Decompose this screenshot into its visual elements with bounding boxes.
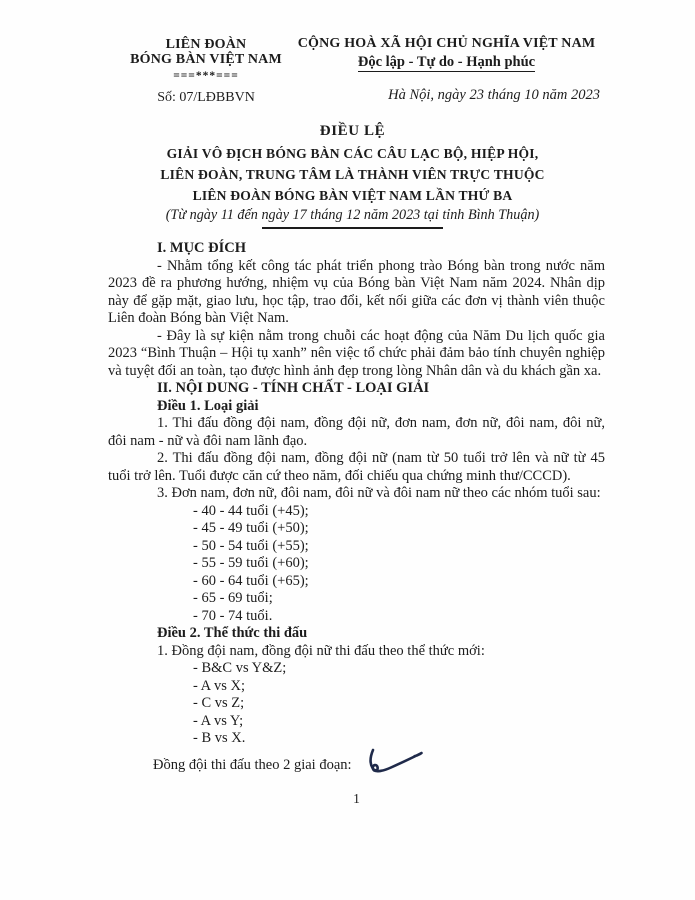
document-number: Số: 07/LĐBBVN: [157, 90, 255, 106]
document-body: [108, 240, 605, 776]
national-motto: Độc lập - Tự do - Hạnh phúc: [357, 54, 536, 71]
title-line-3: LIÊN ĐOÀN, TRUNG TÂM LÀ THÀNH VIÊN TRỰC THUỘC: [160, 167, 545, 182]
document-title-block: [104, 123, 601, 224]
age-group-item: - 65 - 69 tuổi;: [193, 590, 273, 606]
national-motto-block: [293, 36, 600, 104]
section-1-paragraph-2: - Đây là sự kiện nằm trong chuỗi các hoạt động của Năm Du lịch quốc gia 2023 “Bình Thuận – Hội tụ xanh” nên việc tổ chức phải đảm bảo tính chuyên nghiệp và tuyệt đối an toàn, tạo được hình ảnh đẹp trong lòng Nhân dân và du khách gần xa.: [108, 327, 605, 379]
match-pair-item: - A vs X;: [193, 677, 245, 694]
org-name-line2: BÓNG BÀN VIỆT NAM: [130, 52, 282, 68]
age-group-item: - 70 - 74 tuổi.: [193, 607, 273, 624]
article-1-heading: Điều 1. Loại giải: [157, 397, 259, 414]
age-group-item: - 45 - 49 tuổi (+50);: [193, 520, 309, 536]
article-2-heading: Điều 2. Thể thức thi đấu: [157, 625, 308, 641]
closing-line: [108, 748, 605, 776]
title-line-2: GIẢI VÔ ĐỊCH BÓNG BÀN CÁC CÂU LẠC BỘ, HIỆP HỘI,: [166, 146, 539, 161]
age-group-item: - 60 - 64 tuổi (+65);: [193, 572, 309, 589]
section-2-heading: II. NỘI DUNG - TÍNH CHẤT - LOẠI GIẢI: [157, 380, 430, 396]
title-underline-rule: [262, 227, 443, 229]
title-subtitle-dates: (Từ ngày 11 đến ngày 17 tháng 12 năm 2023 tại tỉnh Bình Thuận): [165, 207, 540, 223]
match-pair-item: - C vs Z;: [193, 695, 245, 711]
age-group-item: - 55 - 59 tuổi (+60);: [193, 555, 309, 571]
org-separator-ornament: ===***===: [173, 69, 239, 82]
age-group-item: - 50 - 54 tuổi (+55);: [193, 537, 309, 554]
document-type-title: ĐIỀU LỆ: [319, 123, 386, 139]
article-1-item-1: 1. Thi đấu đồng đội nam, đồng đội nữ, đơn nam, đơn nữ, đôi nam, đôi nữ, đôi nam - nữ và đôi nam lãnh đạo.: [108, 415, 605, 449]
org-name-line1: LIÊN ĐOÀN: [165, 37, 247, 52]
article-2-item-1: 1. Đồng đội nam, đồng đội nữ thi đấu theo thể thức mới:: [157, 642, 485, 659]
handwritten-pen-mark-icon: [364, 748, 426, 776]
title-line-4: LIÊN ĐOÀN BÓNG BÀN VIỆT NAM LẦN THỨ BA: [192, 188, 513, 203]
article-1-item-3: 3. Đơn nam, đơn nữ, đôi nam, đôi nữ và đôi nam nữ theo các nhóm tuổi sau:: [157, 485, 601, 501]
section-1-paragraph-1: - Nhằm tổng kết công tác phát triển phong trào Bóng bàn trong nước năm 2023 đề ra phương hướng, nhiệm vụ của Bóng bàn Việt Nam năm 2024. Nhân dịp này để gặp mặt, giao lưu, học tập, trao đổi, kết nối giữa các đơn vị thành viên thuộc Liên đoàn Bóng bàn Việt Nam.: [108, 257, 605, 326]
page-number: 1: [353, 791, 360, 806]
place-date-line: Hà Nội, ngày 23 tháng 10 năm 2023: [388, 87, 600, 104]
match-pair-item: - A vs Y;: [193, 712, 244, 729]
closing-line-text: Đồng đội thi đấu theo 2 giai đoạn:: [153, 756, 352, 773]
match-pair-item: - B vs X.: [193, 730, 246, 746]
section-1-heading: I. MỤC ĐÍCH: [157, 240, 247, 256]
match-pair-item: - B&C vs Y&Z;: [193, 660, 287, 676]
issuing-org-block: [100, 37, 312, 106]
article-1-item-2: 2. Thi đấu đồng đội nam, đồng đội nữ (nam từ 50 tuổi trở lên và nữ từ 45 tuổi trở lên. Tuổi được căn cứ theo năm, đối chiếu qua chứng minh thư/CCCD).: [108, 450, 605, 484]
age-group-item: - 40 - 44 tuổi (+45);: [193, 502, 309, 519]
national-title: CỘNG HOÀ XÃ HỘI CHỦ NGHĨA VIỆT NAM: [297, 36, 596, 51]
